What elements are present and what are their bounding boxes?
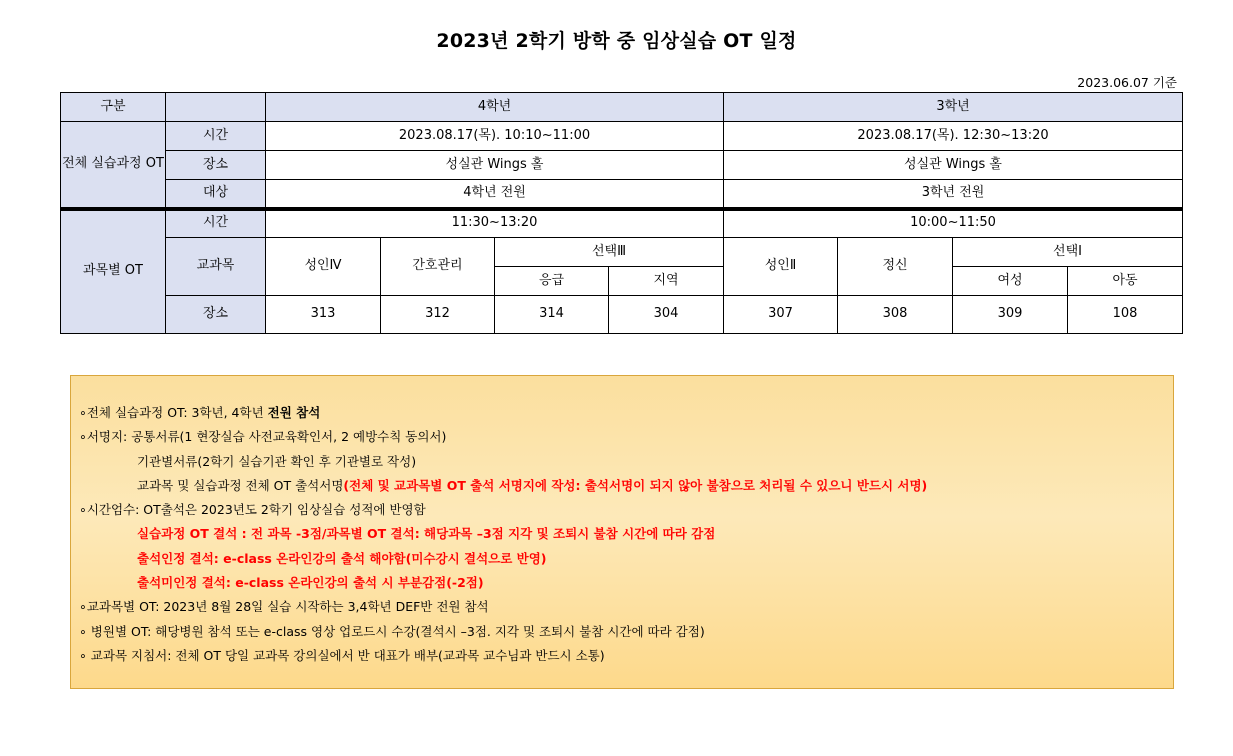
subject-time-label: 시간 xyxy=(166,209,266,238)
overall-time-4th: 2023.08.17(목). 10:10~11:00 xyxy=(266,122,724,151)
note-warning: (전체 및 교과목별 OT 출석 서명지에 작성: 출석서명이 되지 않아 불참으로 처리될 수 있으니 반드시 서명) xyxy=(343,477,928,493)
overall-target-4th: 4학년 전원 xyxy=(266,180,724,209)
note-line xyxy=(71,401,1173,425)
room-cell: 304 xyxy=(609,296,724,334)
note-line: ∘시간엄수: OT출석은 2023년도 2학기 임상실습 성적에 반영함 xyxy=(79,502,426,518)
basis-date: 2023.06.07 기준 xyxy=(1077,75,1177,90)
course-adult-2: 성인Ⅱ xyxy=(724,238,838,296)
page-title: 2023년 2학기 방학 중 임상실습 OT 일정 xyxy=(436,30,797,52)
course-label: 교과목 xyxy=(166,238,266,296)
note-line: ∘ 병원별 OT: 해당병원 참석 또는 e-class 영상 업로드시 수강(결석시 –3점. 지각 및 조퇴시 불참 시간에 따라 감점) xyxy=(79,623,705,639)
room-cell: 314 xyxy=(495,296,609,334)
overall-ot-label: 전체 실습과정 OT xyxy=(61,122,166,209)
note-line: ∘서명지: 공통서류(1 현장실습 사전교육확인서, 2 예방수칙 동의서) xyxy=(79,429,447,445)
note-line: 기관별서류(2학기 실습기관 확인 후 기관별로 작성) xyxy=(137,453,417,469)
course-psychiatric: 정신 xyxy=(838,238,953,296)
room-label: 장소 xyxy=(166,296,266,334)
room-cell: 108 xyxy=(1068,296,1183,334)
subject-time-4th: 11:30~13:20 xyxy=(266,209,724,238)
note-line: ∘교과목별 OT: 2023년 8월 28일 실습 시작하는 3,4학년 DEF반 전원 참석 xyxy=(79,599,489,615)
header-category: 구분 xyxy=(61,93,166,122)
overall-time-label: 시간 xyxy=(166,122,266,151)
note-warning: 출석미인정 결석: e-class 온라인강의 출석 시 부분감점(-2점) xyxy=(137,575,484,591)
overall-place-4th: 성실관 Wings 홀 xyxy=(266,151,724,180)
overall-target-label: 대상 xyxy=(166,180,266,209)
room-cell: 309 xyxy=(953,296,1068,334)
course-elective-3: 선택Ⅲ xyxy=(495,238,724,267)
course-elective-1: 선택Ⅰ xyxy=(953,238,1183,267)
overall-target-row xyxy=(61,180,1183,209)
header-4th-grade: 4학년 xyxy=(266,93,724,122)
note-emphasis: 전원 참석 xyxy=(267,405,321,420)
note-line xyxy=(71,474,1173,498)
course-nursing-management: 간호관리 xyxy=(381,238,495,296)
overall-place-row xyxy=(61,151,1183,180)
course-emergency: 응급 xyxy=(495,267,609,296)
room-cell: 307 xyxy=(724,296,838,334)
room-row xyxy=(61,296,1183,334)
course-child: 아동 xyxy=(1068,267,1183,296)
overall-time-row xyxy=(61,122,1183,151)
overall-time-3rd: 2023.08.17(목). 12:30~13:20 xyxy=(724,122,1183,151)
note-line: ∘ 교과목 지침서: 전체 OT 당일 교과목 강의실에서 반 대표가 배부(교과목 교수님과 반드시 소통) xyxy=(79,647,605,663)
course-adult-4: 성인Ⅳ xyxy=(266,238,381,296)
room-cell: 312 xyxy=(381,296,495,334)
course-women: 여성 xyxy=(953,267,1068,296)
header-row xyxy=(61,93,1183,122)
note-text: 교과목 및 실습과정 전체 OT 출석서명 xyxy=(137,477,344,493)
notes-box xyxy=(70,375,1174,689)
schedule-table xyxy=(60,92,1183,334)
header-3rd-grade: 3학년 xyxy=(724,93,1183,122)
header-empty xyxy=(166,93,266,122)
note-warning: 실습과정 OT 결석 : 전 과목 -3점/과목별 OT 결석: 해당과목 –3점 지각 및 조퇴시 불참 시간에 따라 감점 xyxy=(137,526,716,542)
overall-place-label: 장소 xyxy=(166,151,266,180)
overall-place-3rd: 성실관 Wings 홀 xyxy=(724,151,1183,180)
room-cell: 308 xyxy=(838,296,953,334)
note-text: ∘전체 실습과정 OT: 3학년, 4학년 xyxy=(79,405,268,420)
subject-time-row xyxy=(61,209,1183,238)
subject-ot-label: 과목별 OT xyxy=(61,209,166,334)
note-warning: 출석인정 결석: e-class 온라인강의 출석 해야함(미수강시 결석으로 반영) xyxy=(137,550,547,566)
course-row-1 xyxy=(61,238,1183,267)
room-cell: 313 xyxy=(266,296,381,334)
overall-target-3rd: 3학년 전원 xyxy=(724,180,1183,209)
course-community: 지역 xyxy=(609,267,724,296)
subject-time-3rd: 10:00~11:50 xyxy=(724,209,1183,238)
